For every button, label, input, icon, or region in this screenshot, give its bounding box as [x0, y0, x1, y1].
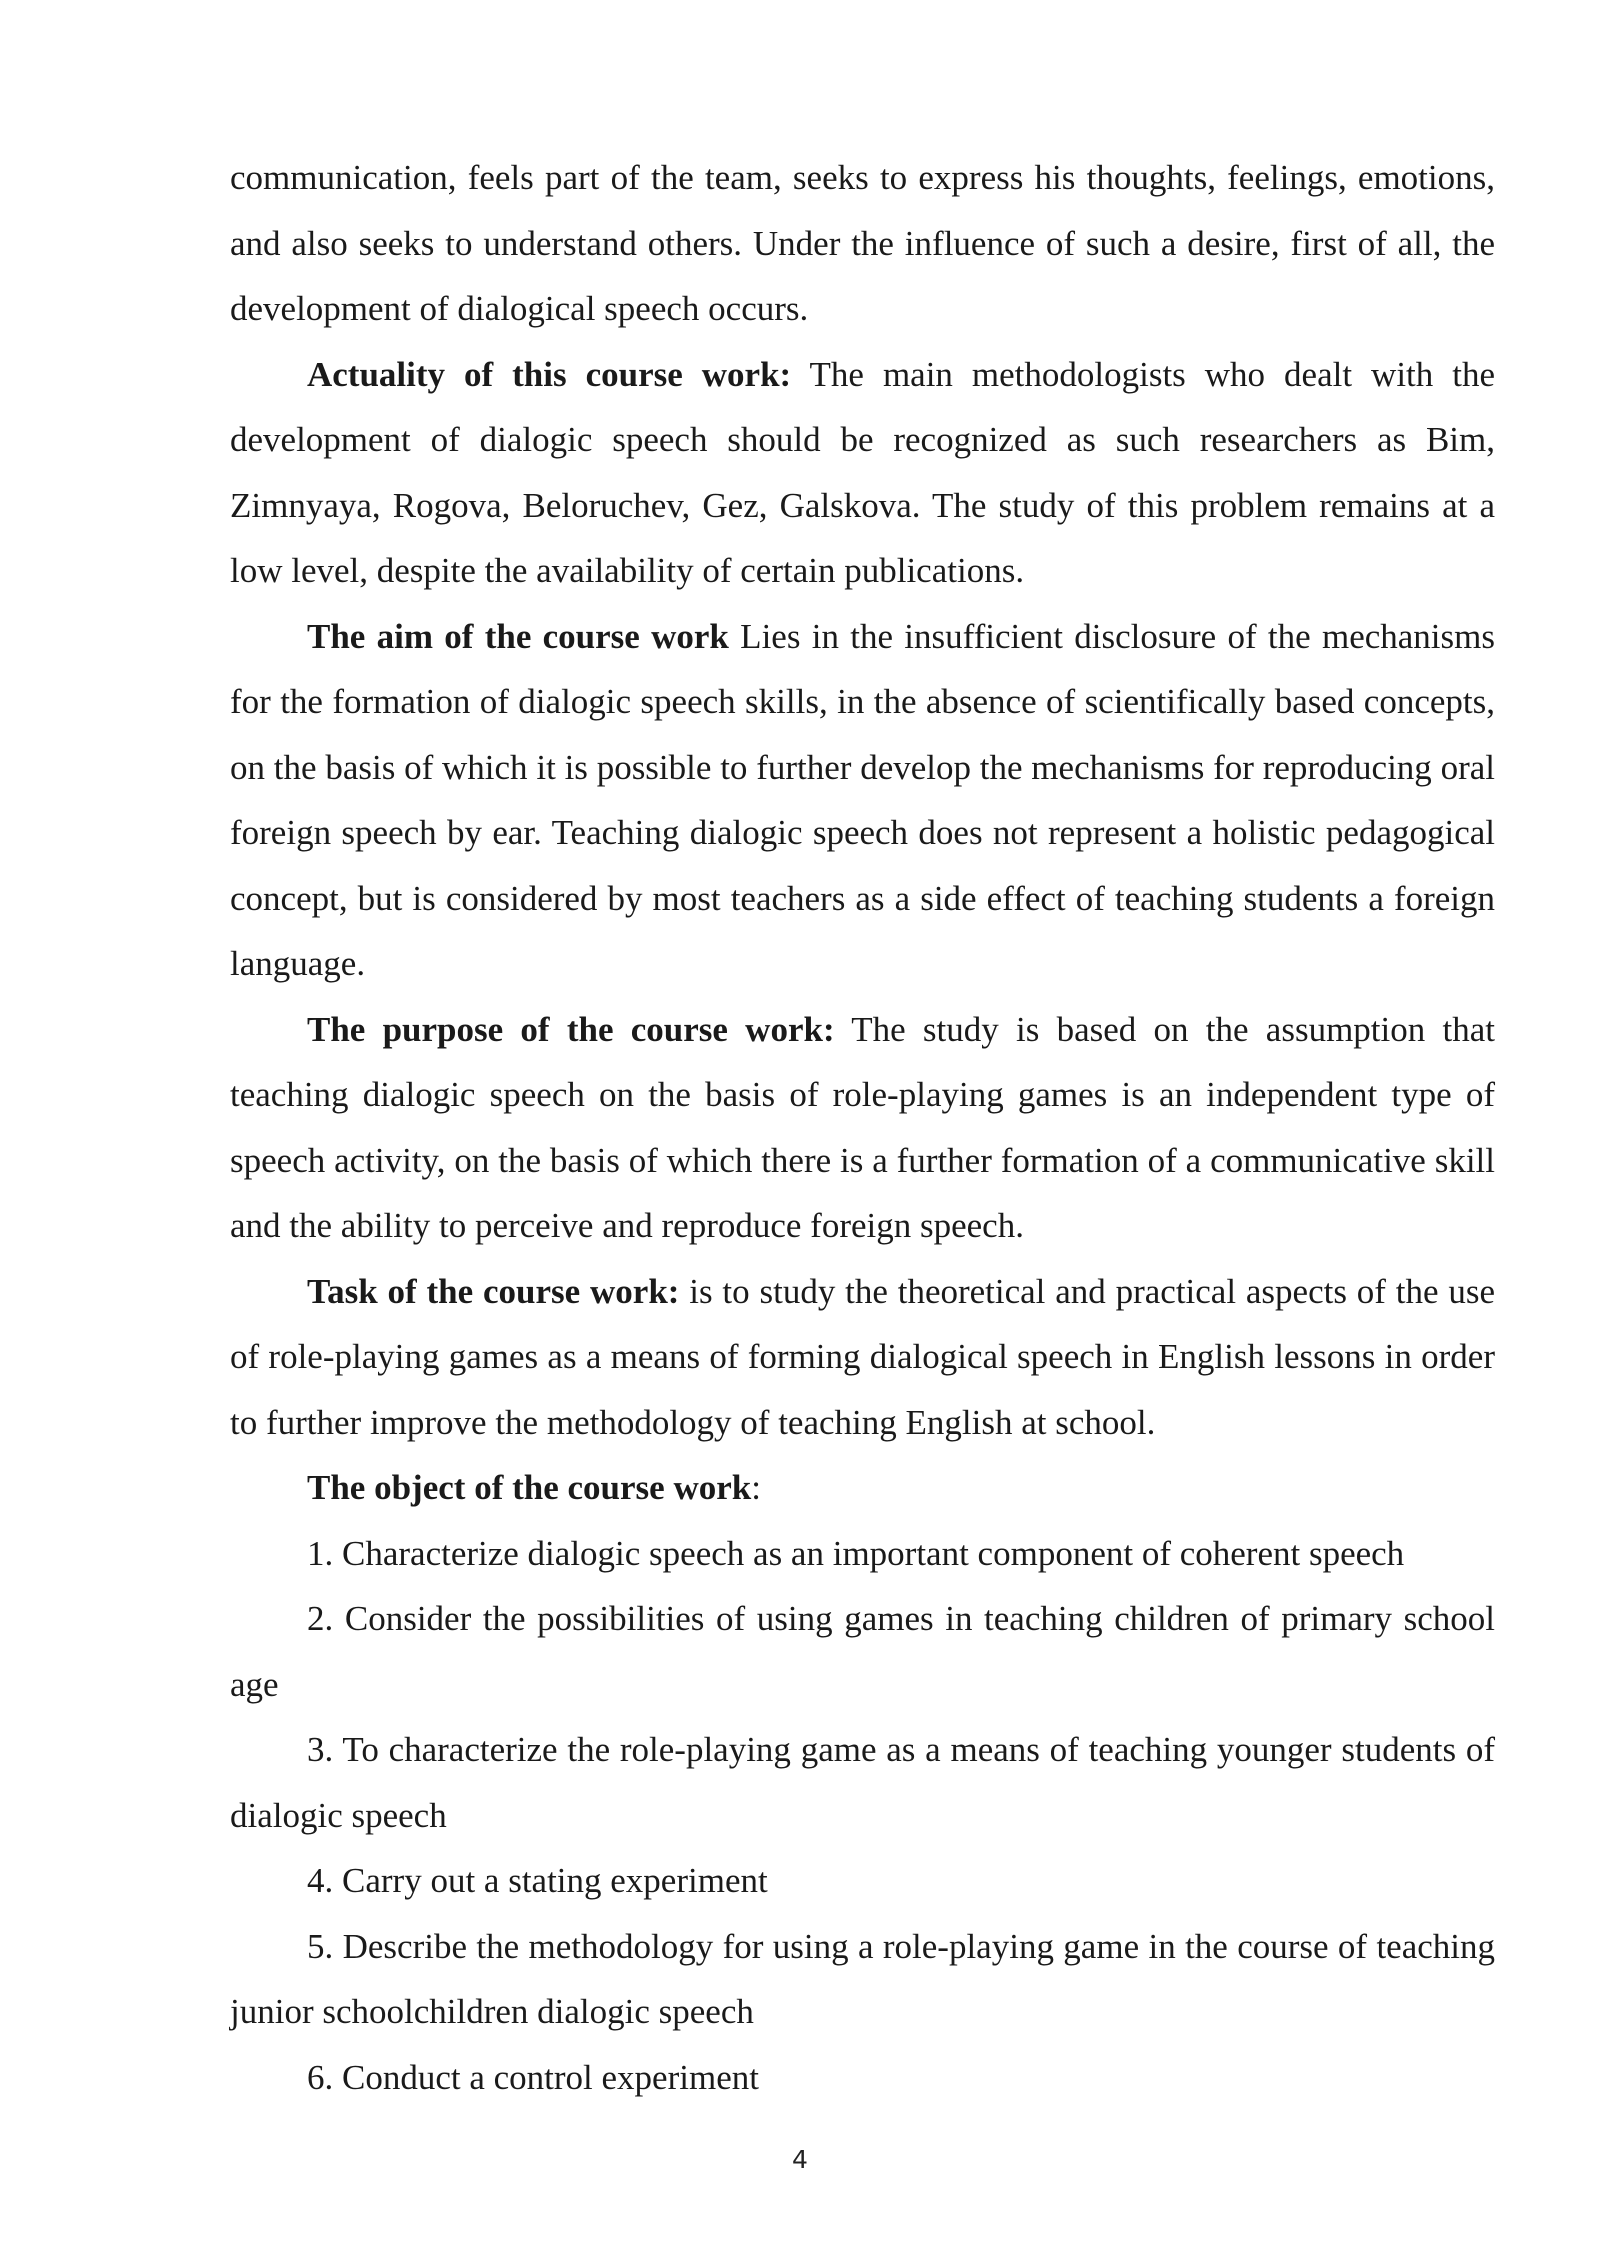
actuality-text: The main methodologists who dealt with the development of dialogic speech should be recognized as such researchers as Bim, Zimnyaya, Rogova, Beloruchev, Gez, Galskova. The study of this problem remains at a low level, despite the availability of certain publications.	[230, 354, 1496, 590]
list-item: 6. Conduct a control experiment	[307, 2057, 759, 2097]
list-item: 1. Characterize dialogic speech as an important component of coherent speech	[307, 1533, 1405, 1573]
object-paragraph	[230, 1455, 1495, 1521]
purpose-paragraph	[230, 997, 1495, 1259]
actuality-paragraph	[230, 342, 1495, 604]
object-label: The object of the course work	[307, 1468, 752, 1507]
task-paragraph	[230, 1259, 1495, 1456]
page-content	[230, 145, 1495, 2110]
aim-label: The aim of the course work	[307, 616, 729, 656]
page-number: 4	[792, 2145, 808, 2174]
aim-paragraph	[230, 604, 1495, 997]
task-text: is to study the theoretical and practical aspects of the use of role-playing games as a means of forming dialogical speech in English lessons in order to further improve the methodology of teaching English at school.	[230, 1271, 1495, 1442]
list-item: 5. Describe the methodology for using a role-playing game in the course of teaching junior schoolchildren dialogic speech	[230, 1926, 1495, 2031]
task-label: Task of the course work:	[307, 1271, 680, 1311]
list-item: 4. Carry out a stating experiment	[307, 1861, 768, 1900]
purpose-text: The study is based on the assumption that teaching dialogic speech on the basis of role-playing games is an independent type of speech activity, on the basis of which there is a further formation of a communicative skill and the ability to perceive and reproduce foreign speech.	[230, 1009, 1495, 1245]
purpose-label: The purpose of the course work:	[307, 1009, 835, 1049]
actuality-label: Actuality of this course work:	[307, 354, 792, 394]
list-item: 3. To characterize the role-playing game as a means of teaching younger students of dialogic speech	[230, 1730, 1495, 1835]
object-text: :	[751, 1468, 761, 1507]
aim-text: Lies in the insufficient disclosure of the mechanisms for the formation of dialogic speech skills, in the absence of scientifically based concepts, on the basis of which it is possible to further develop the mechanisms for reproducing oral foreign speech by ear. Teaching dialogic speech does not represent a holistic pedagogical concept, but is considered by most teachers as a side effect of teaching students a foreign language.	[230, 616, 1495, 983]
list-item: 2. Consider the possibilities of using games in teaching children of primary school age	[230, 1599, 1495, 1704]
intro-paragraph: communication, feels part of the team, seeks to express his thoughts, feelings, emotions, and also seeks to understand others. Under the influence of such a desire, first of all, the development of dialogical speech occurs.	[230, 158, 1495, 328]
